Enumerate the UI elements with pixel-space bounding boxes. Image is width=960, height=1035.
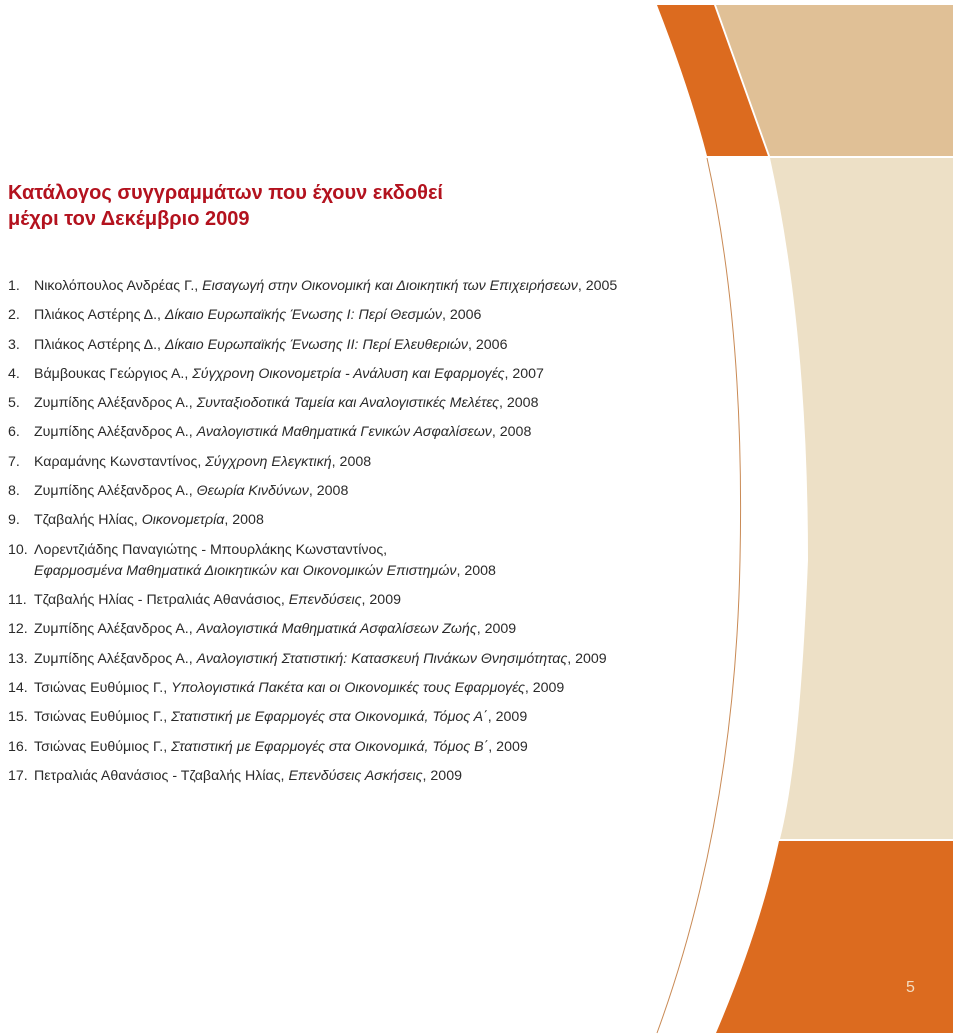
item-year: , 2008 — [224, 512, 264, 529]
item-author: Πλιάκος Αστέρης Δ., — [34, 307, 165, 324]
list-item — [8, 482, 617, 511]
item-year: , 2008 — [499, 395, 539, 412]
item-year: , 2005 — [577, 278, 618, 294]
item-author: Ζυμπίδης Αλέξανδρος Α., — [34, 483, 197, 500]
item-author: Τσιώνας Ευθύμιος Γ., — [34, 680, 172, 697]
item-title: Στατιστική με Εφαρμογές στα Οικονομικά, Τόμος Β΄ — [171, 738, 489, 755]
item-author: Τσιώνας Ευθύμιος Γ., — [34, 709, 172, 726]
list-item — [8, 738, 617, 767]
item-number: 6. — [8, 424, 20, 441]
item-title: Στατιστική με Εφαρμογές στα Οικονομικά, Τόμος Α΄ — [171, 709, 488, 726]
item-number: 1. — [8, 278, 20, 294]
item-author: Τζαβαλής Ηλίας - Πετραλιάς Αθανάσιος, — [34, 592, 289, 609]
item-number: 9. — [8, 512, 20, 529]
item-number: 17. — [8, 767, 28, 784]
item-author: Καραμάνης Κωνσταντίνος, — [34, 453, 206, 470]
item-number: 12. — [8, 621, 28, 638]
item-number: 7. — [8, 453, 20, 470]
item-number: 3. — [8, 336, 20, 353]
item-year: , 2009 — [422, 767, 462, 784]
item-number: 14. — [8, 680, 28, 697]
item-title: Δίκαιο Ευρωπαϊκής Ένωσης II: Περί Ελευθεριών — [164, 336, 469, 353]
item-title: Σύγχρονη Οικονομετρία - Ανάλυση και Εφαρμογές — [192, 365, 505, 382]
item-number: 8. — [8, 483, 20, 500]
list-item — [8, 365, 617, 394]
item-number: 16. — [8, 738, 28, 755]
item-title: Εισαγωγή στην Οικονομική και Διοικητική των Επιχειρήσεων — [202, 278, 578, 294]
item-year: , 2006 — [441, 307, 482, 324]
list-item — [8, 620, 617, 649]
item-year: , 2009 — [476, 621, 517, 638]
item-title: Επενδύσεις — [288, 592, 362, 609]
item-author: Τσιώνας Ευθύμιος Γ., — [34, 738, 172, 755]
item-number: 5. — [8, 395, 20, 412]
item-title: Οικονομετρία — [141, 512, 225, 529]
item-number: 13. — [8, 650, 28, 667]
list-item — [8, 591, 617, 620]
item-author: Νικολόπουλος Ανδρέας Γ., — [34, 278, 203, 294]
list-item — [8, 767, 617, 796]
item-number: 4. — [8, 365, 20, 382]
page-number: 5 — [906, 979, 915, 996]
page-title — [8, 180, 443, 232]
item-year: , 2009 — [567, 650, 607, 667]
item-author: Ζυμπίδης Αλέξανδρος Α., — [34, 395, 197, 412]
list-item — [8, 277, 617, 306]
item-author: Πλιάκος Αστέρης Δ., — [34, 336, 165, 353]
list-item — [8, 679, 617, 708]
item-author: Ζυμπίδης Αλέξανδρος Α., — [34, 650, 197, 667]
item-title: Εφαρμοσμένα Μαθηματικά Διοικητικών και Οικονομικών Επιστημών — [34, 562, 457, 579]
item-author: Πετραλιάς Αθανάσιος - Τζαβαλής Ηλίας, — [34, 767, 289, 784]
item-title: Σύγχρονη Ελεγκτική — [205, 453, 332, 470]
item-year: , 2006 — [468, 336, 508, 353]
item-year: , 2009 — [361, 592, 401, 609]
thin-curved-line — [657, 158, 741, 1033]
list-item — [8, 423, 617, 452]
item-title: Επενδύσεις Ασκήσεις — [288, 767, 423, 784]
item-year: , 2008 — [456, 562, 496, 579]
list-item — [8, 336, 617, 365]
item-year: , 2008 — [491, 424, 532, 441]
item-author: Ζυμπίδης Αλέξανδρος Α., — [34, 424, 197, 441]
page-title-line-2: μέχρι τον Δεκέμβριο 2009 — [8, 208, 250, 230]
item-year: , 2009 — [488, 738, 528, 755]
item-author: Τζαβαλής Ηλίας, — [34, 512, 142, 529]
page-title-line-1: Κατάλογος συγγραμμάτων που έχουν εκδοθεί — [8, 182, 443, 204]
list-item — [8, 511, 617, 540]
item-title: Αναλογιστική Στατιστική: Κατασκευή Πινάκων Θνησιμότητας — [196, 650, 568, 667]
item-title: Θεωρία Κινδύνων — [196, 483, 309, 500]
item-year: , 2008 — [331, 453, 372, 470]
item-title: Δίκαιο Ευρωπαϊκής Ένωσης I: Περί Θεσμών — [164, 307, 442, 324]
beige-middle-panel — [770, 158, 953, 839]
item-year: , 2008 — [308, 483, 349, 500]
item-author: Λορεντζιάδης Παναγιώτης - Μπουρλάκης Κωνσταντίνος, — [34, 541, 388, 558]
item-year: , 2009 — [487, 709, 528, 726]
item-year: , 2007 — [504, 365, 544, 382]
item-title: Υπολογιστικά Πακέτα και οι Οικονομικές τους Εφαρμογές — [171, 680, 525, 697]
list-item — [8, 394, 617, 423]
item-year: , 2009 — [524, 680, 565, 697]
item-title: Συνταξιοδοτικά Ταμεία και Αναλογιστικές Μελέτες — [196, 395, 500, 412]
orange-bottom-panel — [716, 841, 953, 1033]
list-item — [8, 708, 617, 737]
item-author: Βάμβουκας Γεώργιος Α., — [34, 365, 193, 382]
list-item — [8, 306, 617, 335]
list-item — [8, 650, 617, 679]
list-item — [8, 541, 617, 592]
item-number: 15. — [8, 709, 28, 726]
item-number: 10. — [8, 541, 28, 558]
list-item — [8, 453, 617, 482]
item-number: 2. — [8, 307, 20, 324]
item-title: Αναλογιστικά Μαθηματικά Ασφαλίσεων Ζωής — [196, 621, 477, 638]
publications-list — [8, 277, 617, 796]
item-title: Αναλογιστικά Μαθηματικά Γενικών Ασφαλίσεων — [196, 424, 492, 441]
item-number: 11. — [8, 592, 27, 609]
item-author: Ζυμπίδης Αλέξανδρος Α., — [34, 621, 197, 638]
